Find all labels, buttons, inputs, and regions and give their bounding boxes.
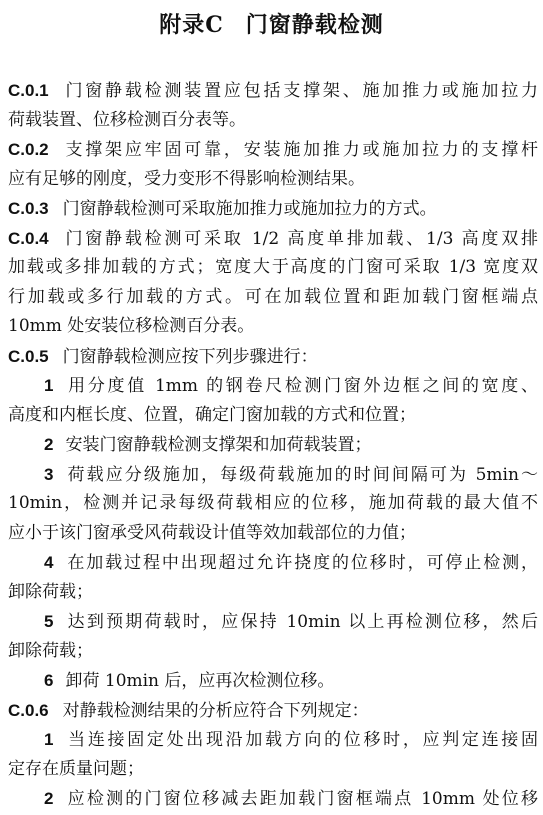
item-number: 1 <box>44 376 54 395</box>
clause-text: 对静载检测结果的分析应符合下列规定： <box>62 700 369 721</box>
list-item <box>8 430 538 460</box>
item-text: 当连接固定处出现沿加载方向的位移时，应判定连接固 <box>65 730 538 750</box>
item-text: 达到预期荷载时，应保持 10min 以上再检测位移，然后 <box>65 612 538 632</box>
item-number: 4 <box>44 553 54 572</box>
list-item <box>8 548 538 578</box>
item-number: 1 <box>44 730 54 749</box>
clause-text: 门窗静载检测装置应包括支撑架、施加推力或施加拉力 <box>62 81 538 101</box>
list-item-continuation: 卸除荷载； <box>8 581 93 602</box>
clause-c05-line-1 <box>8 342 538 372</box>
clause-c02-line-1 <box>8 135 538 165</box>
clause-number: C.0.4 <box>8 228 49 248</box>
clause-c04-line-2: 加载或多排加载的方式；宽度大于高度的门窗可采取 1/3 宽度双 <box>8 257 538 277</box>
item-text: 用分度值 1mm 的钢卷尺检测门窗外边框之间的宽度、 <box>65 376 538 396</box>
list-item-continuation: 10min，检测并记录每级荷载相应的位移，施加荷载的最大值不 <box>8 493 538 513</box>
list-item-continuation: 高度和内框长度、位置，确定门窗加载的方式和位置； <box>8 404 416 425</box>
clause-c04-line-4: 10mm 处安装位移检测百分表。 <box>8 316 255 336</box>
clause-c04-line-3: 行加载或多行加载的方式。可在加载位置和距加载门窗框端点 <box>8 286 538 307</box>
clause-number: C.0.3 <box>8 199 49 218</box>
list-item-continuation: 卸除荷载； <box>8 640 93 661</box>
clause-number: C.0.1 <box>8 81 49 100</box>
item-number: 5 <box>44 612 54 631</box>
clause-number: C.0.2 <box>8 140 49 159</box>
list-item <box>8 725 538 755</box>
clause-c04-line-1 <box>8 224 538 254</box>
item-text: 荷载应分级施加，每级荷载施加的时间间隔可为 5min～ <box>65 464 538 485</box>
appendix-label: 附录C <box>159 12 224 38</box>
appendix-title <box>0 8 543 39</box>
item-text: 应检测的门窗位移减去距加载门窗框端点 10mm 处位移 <box>65 789 538 809</box>
clause-number: C.0.6 <box>8 700 49 720</box>
item-number: 3 <box>44 464 54 484</box>
list-item-continuation: 定存在质量问题； <box>8 758 144 779</box>
item-number: 6 <box>44 671 54 690</box>
item-number: 2 <box>44 789 54 808</box>
list-item <box>8 460 538 490</box>
list-item <box>8 607 538 637</box>
clause-c01-line-2: 荷载装置、位移检测百分表等。 <box>8 109 246 130</box>
list-item <box>8 371 538 401</box>
clause-c02-line-2: 应有足够的刚度，受力变形不得影响检测结果。 <box>8 168 365 189</box>
document-body <box>8 76 538 814</box>
item-number: 2 <box>44 435 54 454</box>
clause-text: 门窗静载检测应按下列步骤进行： <box>62 346 318 367</box>
clause-text: 门窗静载检测可采取 1/2 高度单排加载、1/3 高度双排 <box>62 228 538 249</box>
clause-c01-line-1 <box>8 76 538 106</box>
clause-text: 支撑架应牢固可靠，安装施加推力或施加拉力的支撑杆 <box>62 140 538 160</box>
clause-c03-line-1 <box>8 194 538 224</box>
clause-text: 门窗静载检测可采取施加推力或施加拉力的方式。 <box>62 199 437 219</box>
item-text: 安装门窗静载检测支撑架和加荷载装置； <box>65 435 372 455</box>
list-item <box>8 784 538 814</box>
clause-number: C.0.5 <box>8 346 49 366</box>
clause-c06-line-1 <box>8 696 538 726</box>
appendix-name: 门窗静载检测 <box>245 12 384 38</box>
item-text: 在加载过程中出现超过允许挠度的位移时，可停止检测， <box>65 553 538 573</box>
list-item-continuation: 应小于该门窗承受风荷载设计值等效加载部位的力值； <box>8 522 416 543</box>
list-item <box>8 666 538 696</box>
item-text: 卸荷 10min 后，应再次检测位移。 <box>65 671 335 691</box>
